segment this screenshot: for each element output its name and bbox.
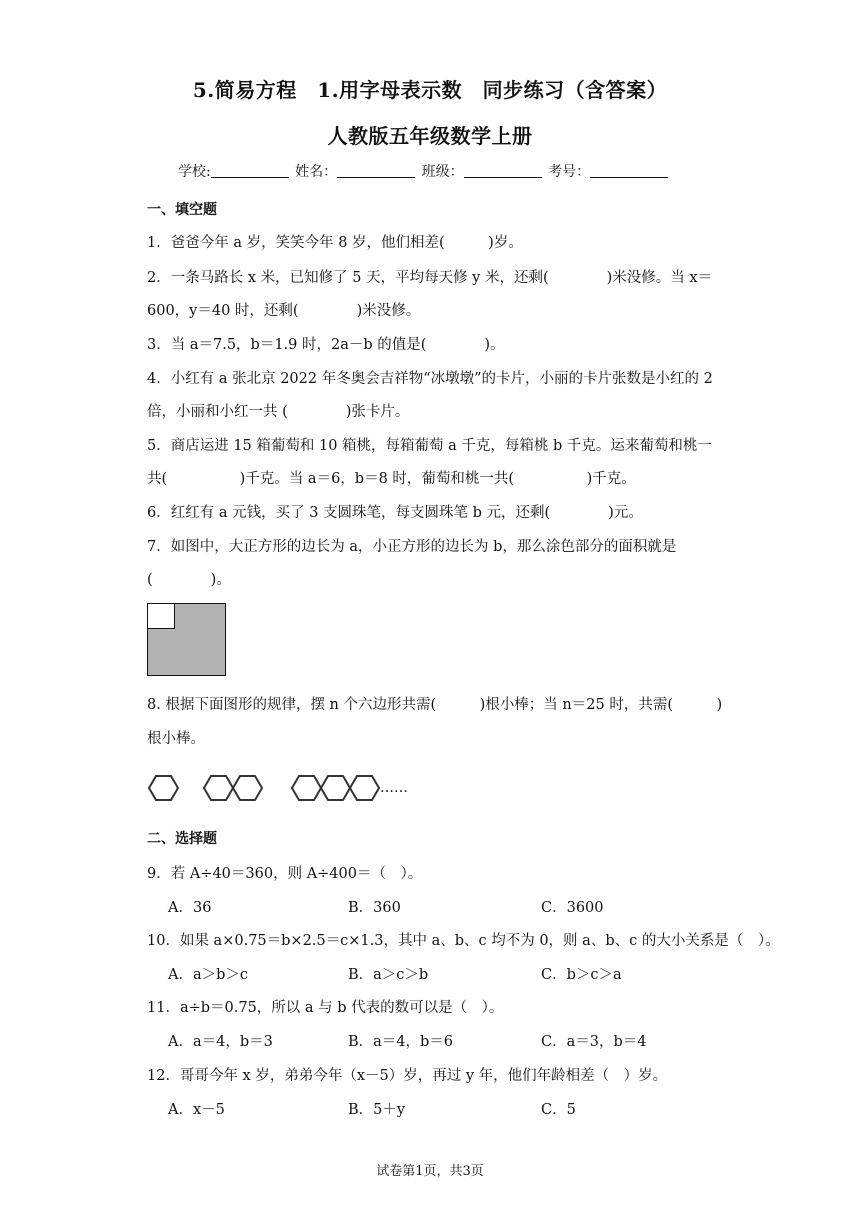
question-11: 11．a÷b＝0.75，所以 a 与 b 代表的数可以是（ ）。: [147, 1000, 504, 1016]
section-choice-heading: 二、选择题: [147, 831, 217, 847]
hexagon-2b: [233, 776, 262, 800]
question-7-line2: ( )。: [147, 572, 231, 588]
question-4-line1: 4．小红有 a 张北京 2022 年冬奥会吉祥物“冰墩墩”的卡片，小丽的卡片张数是小红的 2: [147, 371, 713, 387]
question-7-line1: 7．如图中，大正方形的边长为 a，小正方形的边长为 b，那么涂色部分的面积就是: [147, 539, 677, 555]
class-label: 班级：: [421, 164, 464, 180]
school-label: 学校:: [178, 164, 211, 180]
question-10-option-c[interactable]: C．b＞c＞a: [541, 967, 622, 983]
question-4-line2: 倍，小丽和小红一共 ( )张卡片。: [147, 404, 410, 420]
question-6: 6．红红有 a 元钱，买了 3 支圆珠笔，每支圆珠笔 b 元，还剩( )元。: [147, 505, 643, 521]
hexagon-1: [149, 776, 178, 800]
hexagon-2a: [204, 776, 233, 800]
exam-number-label: 考号：: [548, 164, 591, 180]
small-square: [148, 604, 175, 629]
question-9-option-b[interactable]: B．360: [348, 900, 401, 916]
question-9-option-a[interactable]: A．36: [168, 900, 212, 916]
question-10-option-a[interactable]: A．a＞b＞c: [168, 967, 249, 983]
question-2-line1: 2．一条马路长 x 米，已知修了 5 天，平均每天修 y 米，还剩( )米没修。当 x＝: [147, 270, 713, 286]
question-11-option-a[interactable]: A．a＝4，b＝3: [168, 1034, 273, 1050]
question-9-option-c[interactable]: C．3600: [541, 900, 604, 916]
hexagon-pattern-figure: [140, 764, 440, 814]
question-10: 10．如果 a×0.75＝b×2.5＝c×1.3，其中 a、b、c 均不为 0，则 a、b、c 的大小关系是（ ）。: [147, 933, 780, 949]
hexagon-3b: [321, 776, 350, 800]
question-12-option-c[interactable]: C．5: [541, 1102, 576, 1118]
page-footer: 试卷第1页，共3页: [376, 1164, 484, 1179]
section-fill-heading: 一、填空题: [147, 202, 217, 218]
continuation-dots: ……: [380, 780, 408, 796]
page-subtitle: 人教版五年级数学上册: [327, 124, 533, 148]
student-info-row: [178, 161, 670, 181]
question-5-line2: 共( )千克。当 a＝6，b＝8 时，葡萄和桃一共( )千克。: [147, 471, 636, 487]
exam-number-field[interactable]: [590, 163, 668, 178]
question-1: 1．爸爸今年 a 岁，笑笑今年 8 岁，他们相差( )岁。: [147, 235, 523, 251]
hexagon-3c: [350, 776, 379, 800]
question-12-option-a[interactable]: A．x－5: [168, 1102, 225, 1118]
question-8-line1: 8. 根据下面图形的规律，摆 n 个六边形共需( )根小棒；当 n＝25 时，共需( ): [147, 697, 723, 713]
question-5-line1: 5．商店运进 15 箱葡萄和 10 箱桃，每箱葡萄 a 千克，每箱桃 b 千克。运来葡萄和桃一: [147, 438, 712, 454]
class-field[interactable]: [464, 163, 542, 178]
hexagon-3a: [292, 776, 321, 800]
school-field[interactable]: [211, 163, 289, 178]
squares-figure: [147, 603, 227, 677]
name-field[interactable]: [337, 163, 415, 178]
question-3: 3．当 a＝7.5，b＝1.9 时，2a－b 的值是( )。: [147, 337, 505, 353]
question-12: 12．哥哥今年 x 岁，弟弟今年（x－5）岁，再过 y 年，他们年龄相差（ ）岁。: [147, 1068, 668, 1084]
question-10-option-b[interactable]: B．a＞c＞b: [348, 967, 429, 983]
question-12-option-b[interactable]: B．5＋y: [348, 1102, 406, 1118]
name-label: 姓名：: [295, 164, 338, 180]
question-11-option-c[interactable]: C．a＝3，b＝4: [541, 1034, 647, 1050]
question-2-line2: 600，y＝40 时，还剩( )米没修。: [147, 303, 421, 319]
question-9: 9．若 A÷40＝360，则 A÷400＝（ ）。: [147, 866, 423, 882]
question-11-option-b[interactable]: B．a＝4，b＝6: [348, 1034, 454, 1050]
page-title: 5.简易方程 1.用字母表示数 同步练习（含答案）: [192, 78, 668, 102]
question-8-line2: 根小棒。: [147, 731, 205, 747]
